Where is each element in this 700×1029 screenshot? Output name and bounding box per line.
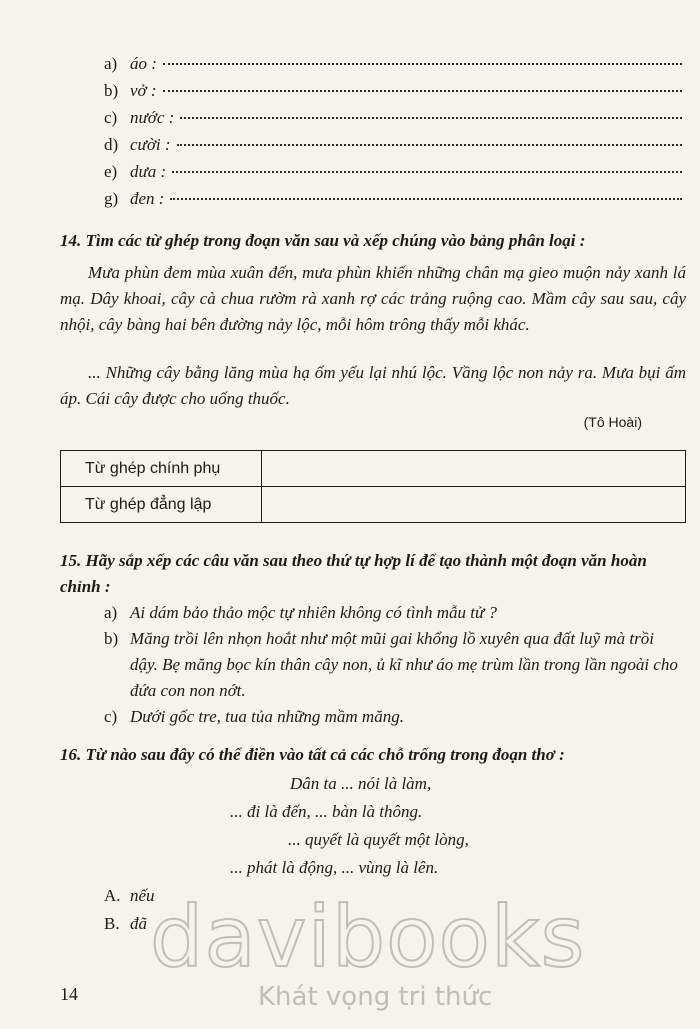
poem-line: ... đi là đến, ... bàn là thông.: [230, 802, 423, 821]
poem-line: Dân ta ... nói là làm,: [290, 774, 432, 793]
option-text: Ai dám bảo thảo mộc tự nhiên không có tình mẫu tử ?: [130, 603, 498, 622]
item-letter: a): [104, 54, 118, 73]
row-label-compound-coordinate: Từ ghép đẳng lập: [61, 487, 262, 523]
answer-option-b[interactable]: [104, 914, 147, 934]
option-letter: b): [104, 629, 119, 648]
option-letter: a): [104, 603, 118, 622]
exercise-14-heading: 14. Tìm các từ ghép trong đoạn văn sau và xếp chúng vào bảng phân loại :: [60, 231, 586, 250]
item-word: vở :: [130, 81, 157, 100]
exercise-14-paragraph-1: Mưa phùn đem mùa xuân đến, mưa phùn khiến những chân mạ gieo muộn nảy xanh lá mạ. Dây khoai, cây cà chua rườm rà xanh rợ các trảng ruộng cao. Mầm cây sau sau, cây nhội, cây bàng hai bên đường nảy lộc, mỗi hôm trông thấy mỗi khác.: [60, 263, 686, 334]
fill-line-d: [104, 135, 682, 159]
item-letter: b): [104, 81, 119, 100]
item-letter: e): [104, 162, 118, 181]
dotted-answer-line: [163, 62, 682, 65]
fill-line-e: [104, 162, 682, 186]
exercise-16-heading: 16. Từ nào sau đây có thể điền vào tất cả các chỗ trống trong đoạn thơ :: [60, 745, 565, 764]
option-text: Măng trồi lên nhọn hoắt như một mũi gai khổng lồ xuyên qua đất luỹ mà trồi dậy. Bẹ măng bọc kín thân cây non, ủ kĩ như áo mẹ trùm lần trong lần ngoài cho đứa con non nớt.: [130, 629, 678, 700]
answer-letter: B.: [104, 914, 120, 933]
item-word: dưa :: [130, 162, 167, 181]
page-number: 14: [60, 984, 78, 1004]
fill-line-b: [104, 81, 682, 105]
option-letter: c): [104, 707, 118, 726]
classification-table: [60, 450, 686, 523]
answer-text: nếu: [130, 886, 155, 905]
author-credit: (Tô Hoài): [583, 414, 642, 430]
poem-line: ... phát là động, ... vùng là lên.: [230, 858, 439, 877]
dotted-answer-line: [172, 170, 682, 173]
watermark-brand: davibooks: [150, 888, 586, 986]
dotted-answer-line: [163, 89, 682, 92]
watermark-slogan: Khát vọng tri thức: [258, 982, 493, 1012]
table-row: [61, 451, 686, 487]
answer-text: đã: [130, 914, 147, 933]
answer-option-a[interactable]: [104, 886, 155, 906]
dotted-answer-line: [180, 116, 682, 119]
item-word: đen :: [130, 189, 165, 208]
item-letter: d): [104, 135, 119, 154]
item-word: áo :: [130, 54, 157, 73]
item-letter: g): [104, 189, 119, 208]
exercise-14-paragraph-2: ... Những cây bằng lăng mùa hạ ốm yếu lại nhú lộc. Vầng lộc non nảy ra. Mưa bụi ấm áp. Cái cây được cho uống thuốc.: [60, 363, 686, 408]
row-label-compound-subordinate: Từ ghép chính phụ: [61, 451, 262, 487]
answer-letter: A.: [104, 886, 121, 905]
table-row: [61, 487, 686, 523]
answer-cell-compound-coordinate[interactable]: [262, 487, 686, 523]
exercise-15-option-c: [104, 704, 686, 730]
fill-line-a: [104, 54, 682, 78]
exercise-15-option-a: [104, 600, 686, 626]
fill-line-g: [104, 189, 682, 213]
answer-cell-compound-subordinate[interactable]: [262, 451, 686, 487]
exercise-15-option-b: [104, 626, 686, 704]
poem-line: ... quyết là quyết một lòng,: [288, 830, 469, 849]
exercise-15-heading: 15. Hãy sắp xếp các câu văn sau theo thứ tự hợp lí để tạo thành một đoạn văn hoàn chỉnh :: [60, 551, 647, 596]
item-word: nước :: [130, 108, 175, 127]
fill-line-c: [104, 108, 682, 132]
option-text: Dưới gốc tre, tua tủa những mầm măng.: [130, 707, 404, 726]
item-word: cười :: [130, 135, 171, 154]
item-letter: c): [104, 108, 118, 127]
dotted-answer-line: [170, 197, 682, 200]
dotted-answer-line: [177, 143, 682, 146]
